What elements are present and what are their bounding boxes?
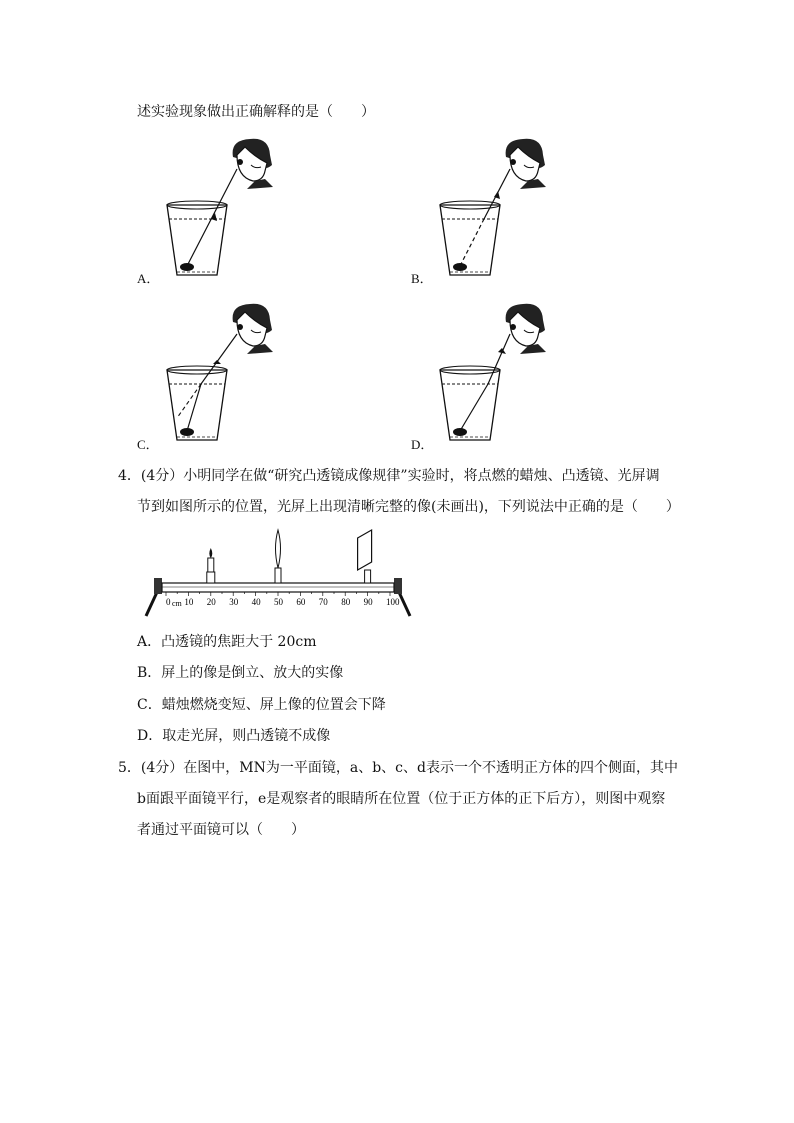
q4-option-a[interactable]: A．凸透镜的焦距大于 20cm — [137, 634, 317, 650]
bench-tick-label: 20 — [206, 597, 216, 607]
q4-stem-line2: 节到如图所示的位置，光屏上出现清晰完整的像(未画出)，下列说法中正确的是（ ） — [137, 499, 680, 515]
bench-tick-label: 100 — [386, 597, 400, 607]
glass-icon — [440, 201, 500, 275]
bench-end-right — [394, 578, 402, 594]
q5-stem-line1: 5．(4分）在图中，MN为一平面镜，a、b、c、d表示一个不透明正方体的四个侧面，其中 — [118, 760, 678, 776]
q3-option-a-figure[interactable] — [155, 135, 285, 285]
light-screen-icon — [358, 530, 372, 583]
glass-icon — [167, 201, 227, 275]
observer-head-icon — [506, 304, 546, 354]
convex-lens-icon — [275, 530, 281, 583]
optical-bench-figure — [140, 528, 420, 623]
q4-option-c[interactable]: C．蜡烛燃烧变短、屏上像的位置会下降 — [137, 697, 386, 713]
q3-stem-tail: 述实验现象做出正确解释的是（ ） — [137, 104, 375, 120]
bench-tick-label: 40 — [251, 597, 261, 607]
q4-option-d[interactable]: D．取走光屏，则凸透镜不成像 — [137, 728, 331, 744]
observer-head-icon — [233, 304, 273, 354]
q3-option-c-label[interactable]: C． — [137, 437, 159, 452]
q3-option-a-label[interactable]: A． — [137, 271, 160, 286]
observer-head-icon — [506, 139, 546, 189]
q4-option-b[interactable]: B．屏上的像是倒立、放大的实像 — [137, 665, 344, 681]
q3-option-b-figure[interactable] — [428, 135, 558, 285]
glass-icon — [167, 366, 227, 440]
bench-tick-label: 80 — [341, 597, 351, 607]
q3-option-b-label[interactable]: B． — [411, 271, 433, 286]
bench-rail — [162, 583, 394, 592]
q3-option-d-label[interactable]: D． — [411, 437, 434, 452]
candle-icon — [207, 548, 215, 583]
bench-tick-label: 10 — [184, 597, 194, 607]
q5-stem-line2: b面跟平面镜平行，e是观察者的眼睛所在位置（位于正方体的正下后方），则图中观察 — [137, 791, 666, 807]
q5-stem-line3: 者通过平面镜可以（ ） — [137, 822, 305, 838]
bench-unit-label: cm — [172, 599, 182, 608]
q4-stem-line1: 4．(4分）小明同学在做“研究凸透镜成像规律”实验时，将点燃的蜡烛、凸透镜、光屏调 — [118, 468, 660, 484]
q3-option-c-figure[interactable] — [155, 300, 285, 450]
bench-tick-label: 0 — [166, 597, 171, 607]
bench-tick-label: 50 — [274, 597, 283, 607]
bench-end-left — [154, 578, 162, 594]
observer-head-icon — [233, 139, 273, 189]
bench-tick-label: 70 — [318, 597, 328, 607]
q3-option-d-figure[interactable] — [428, 300, 558, 450]
bench-tick-label: 90 — [363, 597, 373, 607]
bench-tick-label: 30 — [229, 597, 239, 607]
bench-tick-label: 60 — [296, 597, 306, 607]
